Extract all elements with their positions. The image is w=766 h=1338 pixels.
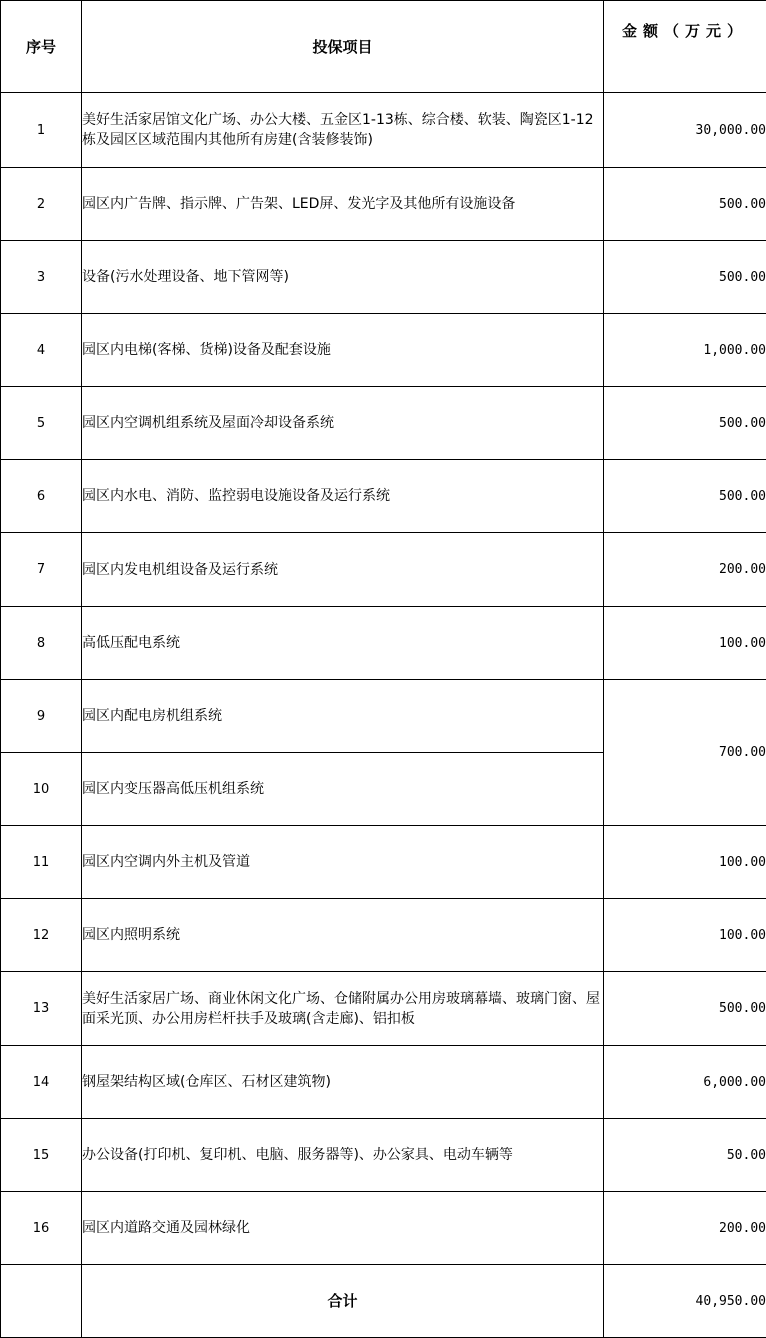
header-amount: 金额（万元） xyxy=(604,1,766,93)
row-amount: 500.00 xyxy=(604,972,766,1046)
table-row xyxy=(1,460,766,533)
table-row xyxy=(1,387,766,460)
row-amount: 500.00 xyxy=(604,387,766,460)
row-item: 园区内电梯(客梯、货梯)设备及配套设施 xyxy=(82,314,604,387)
row-amount: 50.00 xyxy=(604,1119,766,1192)
total-row xyxy=(1,1265,766,1338)
row-amount: 1,000.00 xyxy=(604,314,766,387)
row-amount: 100.00 xyxy=(604,607,766,680)
row-no: 1 xyxy=(1,93,82,168)
row-no: 8 xyxy=(1,607,82,680)
total-no xyxy=(1,1265,82,1338)
row-item: 钢屋架结构区域(仓库区、石材区建筑物) xyxy=(82,1046,604,1119)
header-row xyxy=(1,1,766,93)
row-item: 设备(污水处理设备、地下管网等) xyxy=(82,241,604,314)
row-item: 园区内水电、消防、监控弱电设施设备及运行系统 xyxy=(82,460,604,533)
row-no: 6 xyxy=(1,460,82,533)
row-no: 3 xyxy=(1,241,82,314)
row-item: 园区内空调机组系统及屋面冷却设备系统 xyxy=(82,387,604,460)
row-no: 7 xyxy=(1,533,82,607)
header-no: 序号 xyxy=(1,1,82,93)
row-item: 高低压配电系统 xyxy=(82,607,604,680)
row-amount: 100.00 xyxy=(604,826,766,899)
row-amount: 200.00 xyxy=(604,533,766,607)
table-row xyxy=(1,680,766,753)
table-row xyxy=(1,93,766,168)
table-row xyxy=(1,533,766,607)
row-amount: 500.00 xyxy=(604,241,766,314)
total-amount: 40,950.00 xyxy=(604,1265,766,1338)
row-amount: 500.00 xyxy=(604,168,766,241)
row-amount: 200.00 xyxy=(604,1192,766,1265)
row-item: 美好生活家居广场、商业休闲文化广场、仓储附属办公用房玻璃幕墙、玻璃门窗、屋面采光顶、办公用房栏杆扶手及玻璃(含走廊)、铝扣板 xyxy=(82,972,604,1046)
row-no: 11 xyxy=(1,826,82,899)
total-label: 合计 xyxy=(82,1265,604,1338)
table-row xyxy=(1,972,766,1046)
table-row xyxy=(1,607,766,680)
row-item: 园区内配电房机组系统 xyxy=(82,680,604,753)
row-item: 园区内发电机组设备及运行系统 xyxy=(82,533,604,607)
row-no: 12 xyxy=(1,899,82,972)
row-no: 5 xyxy=(1,387,82,460)
row-no: 4 xyxy=(1,314,82,387)
row-no: 15 xyxy=(1,1119,82,1192)
row-item: 园区内照明系统 xyxy=(82,899,604,972)
table-row xyxy=(1,1119,766,1192)
table-row xyxy=(1,826,766,899)
table-row xyxy=(1,168,766,241)
row-no: 14 xyxy=(1,1046,82,1119)
table-row xyxy=(1,314,766,387)
row-item: 园区内广告牌、指示牌、广告架、LED屏、发光字及其他所有设施设备 xyxy=(82,168,604,241)
row-no: 16 xyxy=(1,1192,82,1265)
row-no: 10 xyxy=(1,753,82,826)
row-amount: 6,000.00 xyxy=(604,1046,766,1119)
row-item: 美好生活家居馆文化广场、办公大楼、五金区1-13栋、综合楼、软装、陶瓷区1-12栋及园区区域范围内其他所有房建(含装修装饰) xyxy=(82,93,604,168)
table-row xyxy=(1,241,766,314)
row-amount: 100.00 xyxy=(604,899,766,972)
row-item: 园区内空调内外主机及管道 xyxy=(82,826,604,899)
table-row xyxy=(1,899,766,972)
row-item: 办公设备(打印机、复印机、电脑、服务器等)、办公家具、电动车辆等 xyxy=(82,1119,604,1192)
row-no: 2 xyxy=(1,168,82,241)
row-amount: 500.00 xyxy=(604,460,766,533)
header-item: 投保项目 xyxy=(82,1,604,93)
row-no: 13 xyxy=(1,972,82,1046)
table-row xyxy=(1,1046,766,1119)
row-item: 园区内道路交通及园林绿化 xyxy=(82,1192,604,1265)
row-no: 9 xyxy=(1,680,82,753)
row-amount: 30,000.00 xyxy=(604,93,766,168)
row-item: 园区内变压器高低压机组系统 xyxy=(82,753,604,826)
row-amount-merged: 700.00 xyxy=(604,680,766,826)
table-row xyxy=(1,1192,766,1265)
